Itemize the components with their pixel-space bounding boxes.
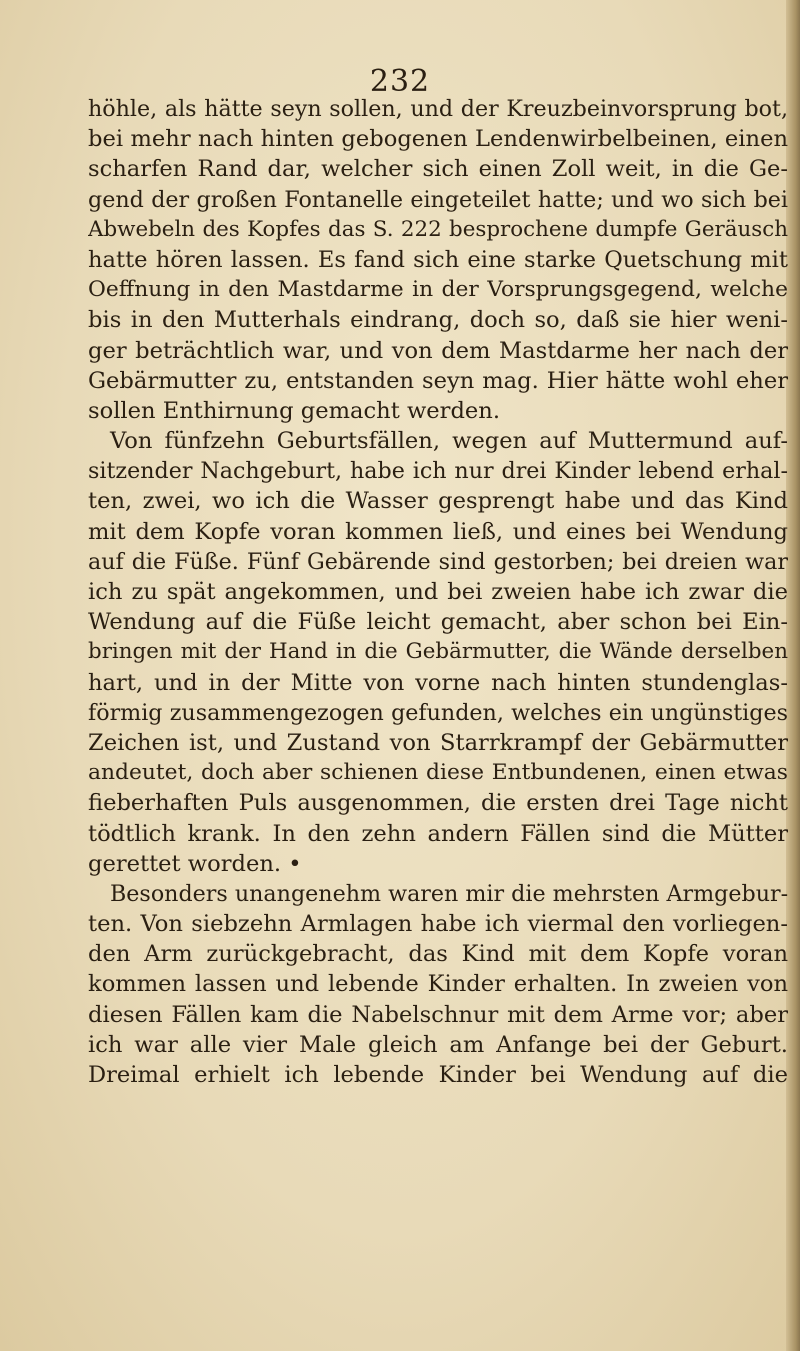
text-line: hatte hören lassen. Es fand sich eine starke Quetschung mit (88, 246, 788, 273)
text-line: gend der großen Fontanelle eingeteilet hatte; und wo sich bei (88, 186, 788, 213)
body-text (88, 94, 788, 1090)
text-line: den Arm zurückgebracht, das Kind mit dem Kopfe voran (88, 941, 788, 968)
text-line: förmig zusammengezogen gefunden, welches ein ungünstiges (88, 699, 788, 726)
text-line: kommen lassen und lebende Kinder erhalten. In zweien von (88, 971, 788, 998)
text-line: Zeichen ist, und Zustand von Starrkrampf der Gebärmutter (88, 729, 788, 756)
page-edge-shadow (786, 0, 800, 1351)
text-line: Dreimal erhielt ich lebende Kinder bei Wendung auf die (88, 1062, 788, 1088)
text-line: ich war alle vier Male gleich am Anfange bei der Geburt. (88, 1031, 788, 1058)
text-line: Abwebeln des Kopfes das S. 222 besprochene dumpfe Geräusch (88, 216, 788, 242)
paragraph (88, 94, 788, 426)
text-line: hart, und in der Mitte von vorne nach hinten stundenglas- (88, 669, 788, 696)
text-line: Wendung auf die Füße leicht gemacht, aber schon bei Ein- (88, 609, 788, 636)
paragraph (88, 879, 788, 1090)
text-line: diesen Fällen kam die Nabelschnur mit dem Arme vor; aber (88, 1001, 788, 1028)
page-number: 232 (369, 64, 431, 99)
text-line: Gebärmutter zu, entstanden seyn mag. Hier hätte wohl eher (88, 367, 788, 394)
paragraph (88, 426, 788, 879)
text-line: ich zu spät angekommen, und bei zweien habe ich zwar die (88, 579, 788, 605)
text-line: sollen Enthirnung gemacht werden. (88, 397, 501, 424)
text-line: gerettet worden. • (88, 850, 302, 877)
text-line: mit dem Kopfe voran kommen ließ, und eines bei Wendung (88, 518, 788, 545)
text-line: scharfen Rand dar, welcher sich einen Zoll weit, in die Ge- (88, 156, 788, 183)
text-line: Besonders unangenehm waren mir die mehrsten Armgebur- (110, 880, 788, 907)
text-line: ger beträchtlich war, und von dem Mastdarme her nach der (88, 337, 788, 364)
text-line: sitzender Nachgeburt, habe ich nur drei Kinder lebend erhal- (88, 458, 788, 485)
text-line: Oeffnung in den Mastdarme in der Vorsprungsgegend, welche (88, 277, 788, 303)
text-line: fieberhaften Puls ausgenommen, die ersten drei Tage nicht (88, 790, 788, 817)
text-line: höhle, als hätte seyn sollen, und der Kreuzbeinvorsprung bot, (88, 96, 788, 122)
text-line: auf die Füße. Fünf Gebärende sind gestorben; bei dreien war (88, 548, 788, 575)
text-line: Von fünfzehn Geburtsfällen, wegen auf Muttermund auf- (110, 428, 788, 455)
text-line: ten. Von siebzehn Armlagen habe ich viermal den vorliegen- (88, 911, 788, 938)
text-line: bringen mit der Hand in die Gebärmutter, die Wände derselben (88, 639, 788, 665)
text-line: andeutet, doch aber schienen diese Entbundenen, einen etwas (88, 760, 788, 786)
text-line: ten, zwei, wo ich die Wasser gesprengt habe und das Kind (88, 488, 788, 515)
text-line: bei mehr nach hinten gebogenen Lendenwirbelbeinen, einen (88, 126, 788, 153)
text-line: bis in den Mutterhals eindrang, doch so, daß sie hier weni- (88, 307, 788, 334)
text-line: tödtlich krank. In den zehn andern Fällen sind die Mütter (88, 820, 788, 847)
